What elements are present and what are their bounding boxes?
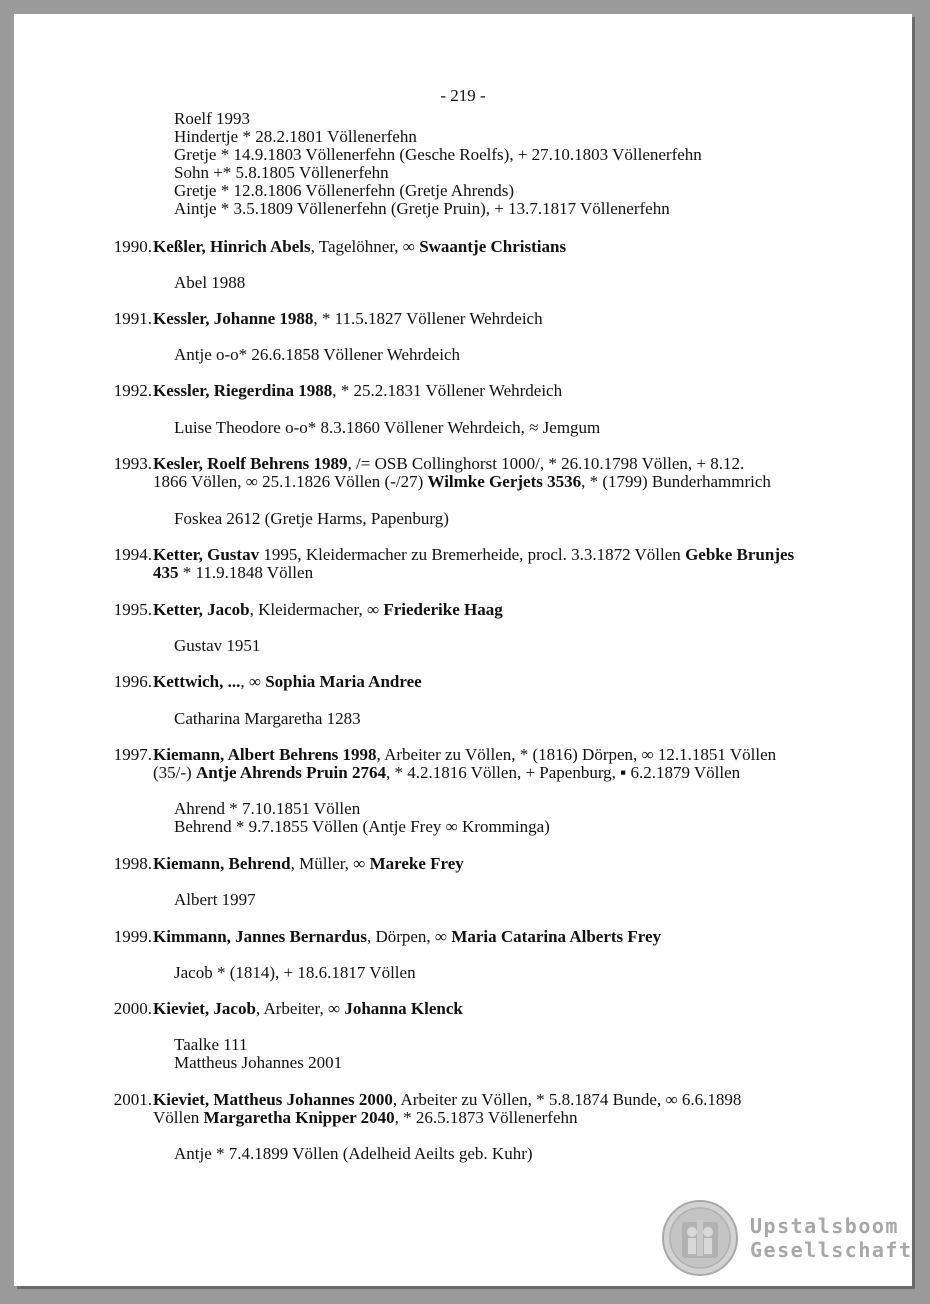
entry-heading: Ketter, Jacob, Kleidermacher, ∞ Friederike Haag xyxy=(153,600,503,619)
entry-number: 1991. xyxy=(113,309,152,328)
child-line: Sohn +* 5.8.1805 Völlenerfehn xyxy=(174,163,389,182)
child-line: Ahrend * 7.10.1851 Völlen xyxy=(174,799,361,818)
entry-number: 1994. xyxy=(113,545,152,564)
entry-number: 2000. xyxy=(113,999,152,1018)
entry-heading: Ketter, Gustav 1995, Kleidermacher zu Bremerheide, procl. 3.3.1872 Völlen Gebke Brunjes xyxy=(153,545,795,564)
entry-number: 1998. xyxy=(113,854,152,873)
entry-number: 1992. xyxy=(113,381,152,400)
entry-heading: Kieviet, Jacob, Arbeiter, ∞ Johanna Klenck xyxy=(153,999,463,1018)
entry-heading: Kettwich, ..., ∞ Sophia Maria Andree xyxy=(153,672,422,691)
seal-icon xyxy=(662,1200,738,1276)
entry-heading: Kessler, Johanne 1988, * 11.5.1827 Völlener Wehrdeich xyxy=(153,309,543,328)
entry-heading-cont: (35/-) Antje Ahrends Pruin 2764, * 4.2.1816 Völlen, + Papenburg, ▪ 6.2.1879 Völlen xyxy=(153,763,741,782)
entry-heading-cont: Völlen Margaretha Knipper 2040, * 26.5.1873 Völlenerfehn xyxy=(153,1108,578,1127)
child-line: Aintje * 3.5.1809 Völlenerfehn (Gretje Pruin), + 13.7.1817 Völlenerfehn xyxy=(174,199,670,218)
child-line: Jacob * (1814), + 18.6.1817 Völlen xyxy=(174,963,416,982)
child-line: Albert 1997 xyxy=(174,890,256,909)
entry-number: 1995. xyxy=(113,600,152,619)
child-line: Behrend * 9.7.1855 Völlen (Antje Frey ∞ Kromminga) xyxy=(174,817,550,836)
logo-line-2: Gesellschaft xyxy=(750,1238,913,1262)
entry-heading: Kiemann, Albert Behrens 1998, Arbeiter zu Völlen, * (1816) Dörpen, ∞ 12.1.1851 Völlen xyxy=(153,745,777,764)
entry-number: 1996. xyxy=(113,672,152,691)
child-line: Roelf 1993 xyxy=(174,109,251,128)
entry-heading: Kieviet, Mattheus Johannes 2000, Arbeiter zu Völlen, * 5.8.1874 Bunde, ∞ 6.6.1898 xyxy=(153,1090,742,1109)
entry-heading: Kiemann, Behrend, Müller, ∞ Mareke Frey xyxy=(153,854,464,873)
entry-heading: Kesler, Roelf Behrens 1989, /= OSB Collinghorst 1000/, * 26.10.1798 Völlen, + 8.12. xyxy=(153,454,745,473)
page-number: - 219 - xyxy=(440,86,486,105)
child-line: Taalke 111 xyxy=(174,1035,248,1054)
child-line: Catharina Margaretha 1283 xyxy=(174,709,361,728)
logo-text xyxy=(750,1214,913,1262)
entry-number: 1997. xyxy=(113,745,152,764)
child-line: Abel 1988 xyxy=(174,273,246,292)
entry-number: 1990. xyxy=(113,237,152,256)
entry-heading: Keßler, Hinrich Abels, Tagelöhner, ∞ Swaantje Christians xyxy=(153,237,567,256)
document-page xyxy=(14,14,912,1286)
logo-line-1: Upstalsboom xyxy=(750,1214,899,1238)
society-logo xyxy=(662,1200,913,1280)
entry-number: 1999. xyxy=(113,927,152,946)
child-line: Antje * 7.4.1899 Völlen (Adelheid Aeilts geb. Kuhr) xyxy=(174,1144,533,1163)
child-line: Luise Theodore o-o* 8.3.1860 Völlener Wehrdeich, ≈ Jemgum xyxy=(174,418,601,437)
entry-heading-cont: 435 * 11.9.1848 Völlen xyxy=(153,563,314,582)
entry-heading: Kimmann, Jannes Bernardus, Dörpen, ∞ Maria Catarina Alberts Frey xyxy=(153,927,662,946)
child-line: Gustav 1951 xyxy=(174,636,261,655)
child-line: Antje o-o* 26.6.1858 Völlener Wehrdeich xyxy=(174,345,460,364)
child-line: Gretje * 14.9.1803 Völlenerfehn (Gesche Roelfs), + 27.10.1803 Völlenerfehn xyxy=(174,145,702,164)
entry-heading: Kessler, Riegerdina 1988, * 25.2.1831 Völlener Wehrdeich xyxy=(153,381,563,400)
entry-number: 2001. xyxy=(113,1090,152,1109)
entry-heading-cont: 1866 Völlen, ∞ 25.1.1826 Völlen (-/27) Wilmke Gerjets 3536, * (1799) Bunderhammrich xyxy=(153,472,771,491)
child-line: Hindertje * 28.2.1801 Völlenerfehn xyxy=(174,127,417,146)
entry-number: 1993. xyxy=(113,454,152,473)
child-line: Mattheus Johannes 2001 xyxy=(174,1053,343,1072)
child-line: Foskea 2612 (Gretje Harms, Papenburg) xyxy=(174,509,449,528)
child-line: Gretje * 12.8.1806 Völlenerfehn (Gretje Ahrends) xyxy=(174,181,515,200)
